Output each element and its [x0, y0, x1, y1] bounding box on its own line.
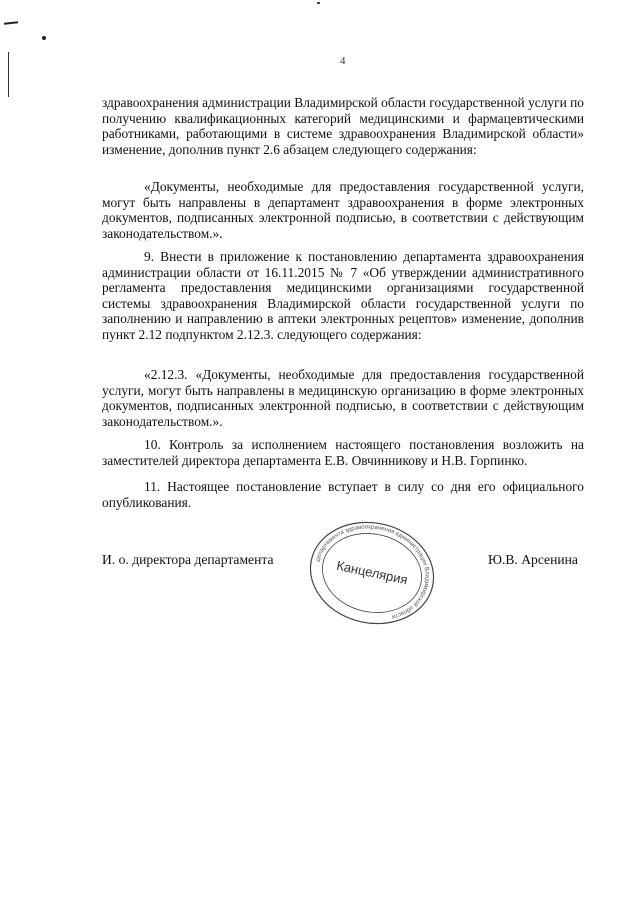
signatory-position: И. о. директора департамента — [102, 552, 274, 567]
scan-artifact — [317, 2, 320, 4]
paragraph-continuation: здравоохранения администрации Владимирской области государственной услуги по получению квалификационных категорий медицинскими и фармацевтическими работниками, работающими в системе здравоохранения Владимирской области» изменение, дополнив пункт 2.6 абзацем следующего содержания: — [102, 95, 584, 157]
stamp-center-text: Канцелярия — [335, 557, 409, 588]
item-11-paragraph: 11. Настоящее постановление вступает в силу со дня его официального опубликования. — [102, 479, 584, 510]
page-number: 4 — [340, 55, 346, 67]
item-10-paragraph: 10. Контроль за исполнением настоящего постановления возложить на заместителей директора департамента Е.В. Овчинникову и Н.В. Горпинко. — [102, 437, 584, 468]
signatory-name: Ю.В. Арсенина — [488, 552, 578, 567]
scan-artifact — [8, 52, 9, 97]
item-9-paragraph: 9. Внести в приложение к постановлению департамента здравоохранения администрации области от 16.11.2015 № 7 «Об утверждении административного регламента предоставления медицинскими организациями государственной системы здравоохранения Владимирской области государственной услуги по заполнению и направлению в аптеки электронных рецептов» изменение, дополнив пункт 2.12 подпунктом 2.12.3. следующего содержания: — [102, 249, 584, 342]
scan-artifact — [42, 36, 46, 40]
quoted-amendment-paragraph: «Документы, необходимые для предоставления государственной услуги, могут быть направлены в департамент здравоохранения в форме электронных документов, подписанных электронной подписью, в соответствии с действующим законодательством.». — [102, 179, 584, 241]
stamp-ring-text: департамента здравоохранения администрации Владимирской области — [315, 524, 430, 620]
scan-artifact — [4, 21, 18, 24]
office-stamp — [302, 514, 442, 632]
quoted-subclause-paragraph: «2.12.3. «Документы, необходимые для предоставления государственной услуги, могут быть направлены в медицинскую организацию в форме электронных документов, подписанных электронной подписью, в соответствии с действующим законодательством.». — [102, 367, 584, 429]
